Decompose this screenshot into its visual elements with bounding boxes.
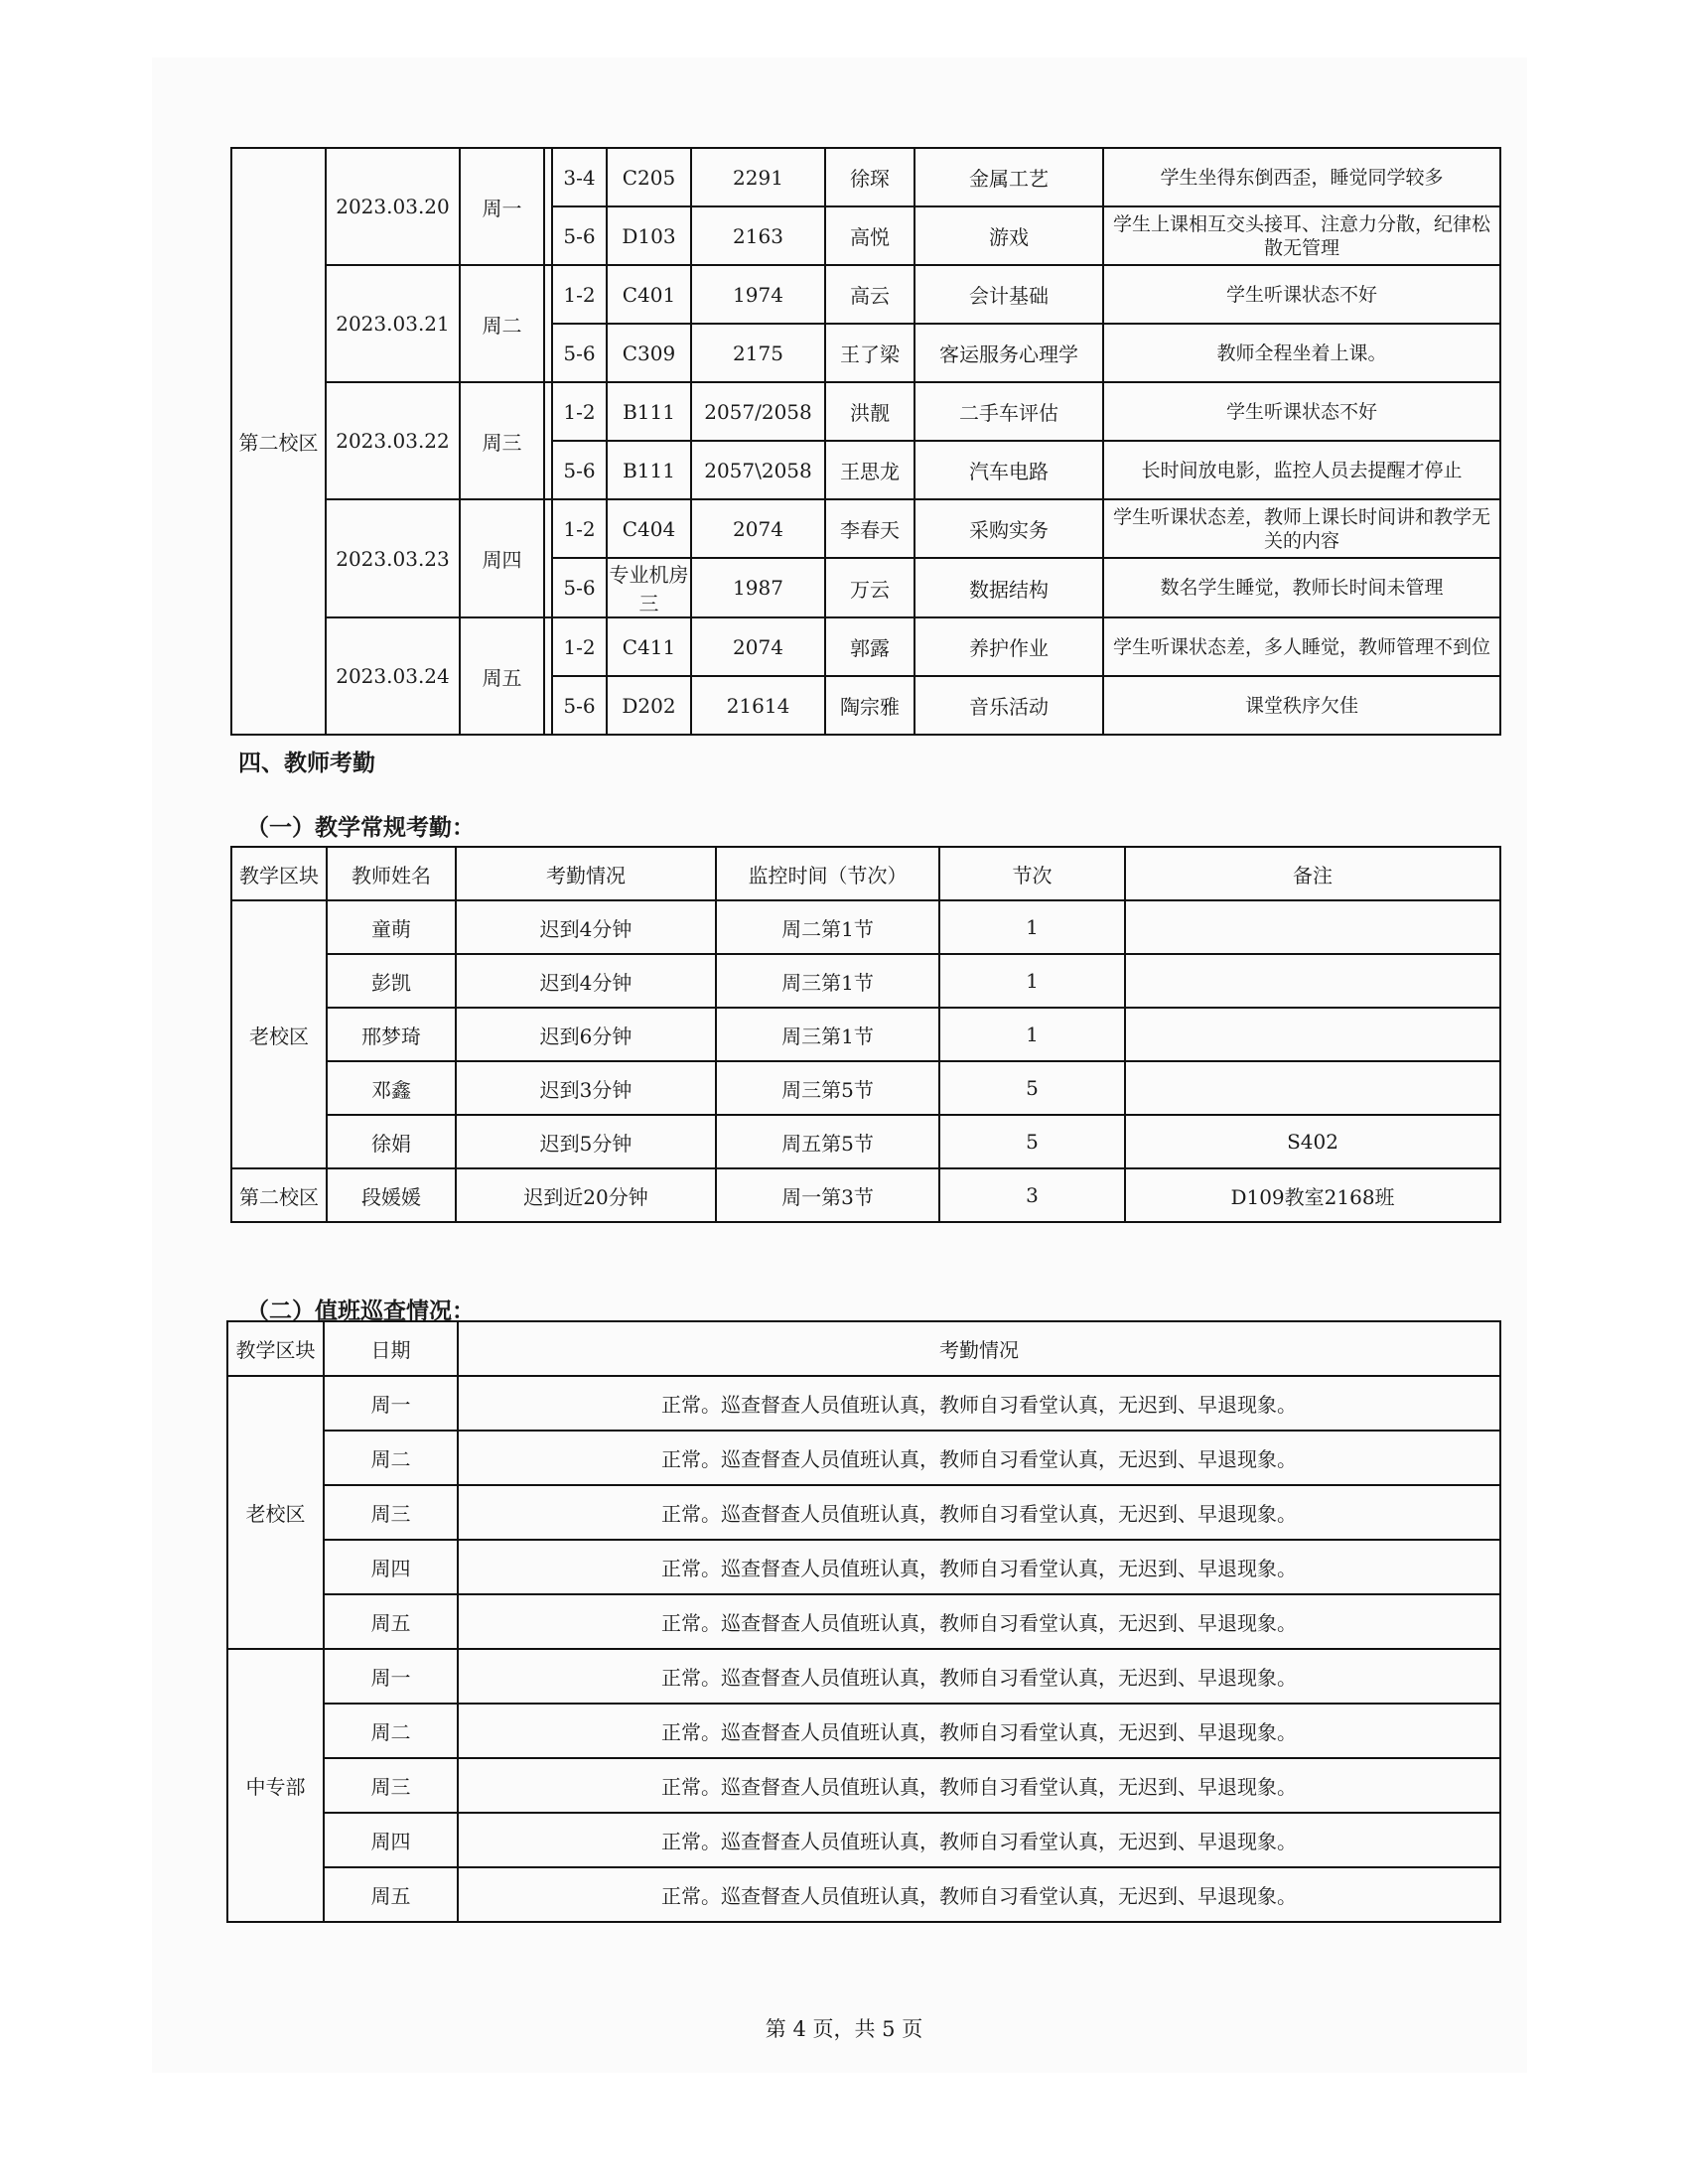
period-cell: 5-6 [552,441,607,499]
day-cell: 周一 [324,1376,458,1431]
spacer-cell [544,148,552,265]
spacer-cell [544,382,552,499]
room-cell: 专业机房三 [607,558,691,617]
course-cell: 游戏 [914,206,1103,265]
period-cell: 1-2 [552,499,607,558]
teacher-cell: 陶宗雅 [825,676,914,735]
class-cell: 2057\2058 [691,441,825,499]
header-row [231,847,1500,900]
teacher-name-cell: 童萌 [327,900,456,954]
column-header: 教师姓名 [327,847,456,900]
period-cell: 5 [939,1115,1125,1168]
routine-attendance-title: （一）教学常规考勤： [246,814,475,841]
duty-row [227,1594,1500,1649]
remark-cell: 学生听课状态不好 [1103,382,1500,441]
page-footer: 第 4 页，共 5 页 [765,2017,923,2041]
note-cell: D109教室2168班 [1125,1168,1500,1222]
weekday-cell: 周一 [460,148,544,265]
duty-status-cell: 正常。巡查督查人员值班认真，教师自习看堂认真，无迟到、早退现象。 [458,1649,1500,1704]
period-cell: 3 [939,1168,1125,1222]
course-cell: 客运服务心理学 [914,324,1103,382]
weekday-cell: 周四 [460,499,544,617]
duty-status-cell: 正常。巡查督查人员值班认真，教师自习看堂认真，无迟到、早退现象。 [458,1813,1500,1867]
duty-status-cell: 正常。巡查督查人员值班认真，教师自习看堂认真，无迟到、早退现象。 [458,1431,1500,1485]
day-cell: 周二 [324,1704,458,1758]
column-header: 监控时间（节次） [716,847,939,900]
day-cell: 周四 [324,1540,458,1594]
block-cell: 第二校区 [231,1168,327,1222]
teacher-cell: 洪靓 [825,382,914,441]
inspection-row [231,265,1500,324]
block-cell: 中专部 [227,1649,324,1922]
room-cell: C411 [607,617,691,676]
spacer-cell [544,617,552,735]
room-cell: C205 [607,148,691,206]
weekday-cell: 周二 [460,265,544,382]
remark-cell: 数名学生睡觉，教师长时间未管理 [1103,558,1500,617]
duty-row [227,1649,1500,1704]
remark-cell: 课堂秩序欠佳 [1103,676,1500,735]
class-cell: 1987 [691,558,825,617]
section-4-title: 四、教师考勤 [238,750,375,776]
teacher-name-cell: 段媛媛 [327,1168,456,1222]
teacher-cell: 高云 [825,265,914,324]
date-cell: 2023.03.22 [326,382,460,499]
date-cell: 2023.03.21 [326,265,460,382]
date-cell: 2023.03.23 [326,499,460,617]
date-cell: 2023.03.24 [326,617,460,735]
course-cell: 音乐活动 [914,676,1103,735]
duty-status-cell: 正常。巡查督查人员值班认真，教师自习看堂认真，无迟到、早退现象。 [458,1758,1500,1813]
duty-patrol-title: （二）值班巡查情况： [246,1297,475,1324]
inspection-table [230,147,1501,736]
inspection-table-body [231,148,1500,735]
teacher-cell: 徐琛 [825,148,914,206]
attendance-status-cell: 迟到4分钟 [456,900,716,954]
period-cell: 1-2 [552,265,607,324]
column-header: 教学区块 [227,1321,324,1376]
note-cell [1125,954,1500,1008]
duty-row [227,1758,1500,1813]
teacher-name-cell: 彭凯 [327,954,456,1008]
attendance-status-cell: 迟到5分钟 [456,1115,716,1168]
course-cell: 数据结构 [914,558,1103,617]
teacher-cell: 万云 [825,558,914,617]
duty-status-cell: 正常。巡查督查人员值班认真，教师自习看堂认真，无迟到、早退现象。 [458,1867,1500,1922]
period-cell: 1 [939,1008,1125,1061]
duty-row [227,1431,1500,1485]
header-row [227,1321,1500,1376]
remark-cell: 学生坐得东倒西歪，睡觉同学较多 [1103,148,1500,206]
note-cell [1125,1061,1500,1115]
teacher-name-cell: 邓鑫 [327,1061,456,1115]
duty-row [227,1704,1500,1758]
course-cell: 二手车评估 [914,382,1103,441]
note-cell [1125,900,1500,954]
day-cell: 周三 [324,1758,458,1813]
period-cell: 5-6 [552,206,607,265]
column-header: 考勤情况 [456,847,716,900]
monitor-time-cell: 周三第1节 [716,1008,939,1061]
campus-cell: 第二校区 [231,148,326,735]
class-cell: 1974 [691,265,825,324]
class-cell: 2074 [691,617,825,676]
attendance-status-cell: 迟到6分钟 [456,1008,716,1061]
room-cell: B111 [607,382,691,441]
duty-row [227,1540,1500,1594]
column-header: 教学区块 [231,847,327,900]
day-cell: 周四 [324,1813,458,1867]
course-cell: 养护作业 [914,617,1103,676]
inspection-row [231,148,1500,206]
monitor-time-cell: 周一第3节 [716,1168,939,1222]
period-cell: 5 [939,1061,1125,1115]
attendance-row [231,1008,1500,1061]
spacer-cell [544,499,552,617]
attendance-row [231,900,1500,954]
day-cell: 周五 [324,1867,458,1922]
note-cell [1125,1008,1500,1061]
duty-row [227,1867,1500,1922]
column-header: 考勤情况 [458,1321,1500,1376]
room-cell: C404 [607,499,691,558]
teacher-cell: 高悦 [825,206,914,265]
room-cell: D103 [607,206,691,265]
course-cell: 金属工艺 [914,148,1103,206]
remark-cell: 长时间放电影，监控人员去提醒才停止 [1103,441,1500,499]
room-cell: C401 [607,265,691,324]
room-cell: B111 [607,441,691,499]
duty-row [227,1485,1500,1540]
column-header: 日期 [324,1321,458,1376]
weekday-cell: 周五 [460,617,544,735]
attendance-row [231,954,1500,1008]
period-cell: 5-6 [552,558,607,617]
inspection-row [231,617,1500,676]
duty-status-cell: 正常。巡查督查人员值班认真，教师自习看堂认真，无迟到、早退现象。 [458,1485,1500,1540]
attendance-row [231,1061,1500,1115]
day-cell: 周五 [324,1594,458,1649]
remark-cell: 学生听课状态差，教师上课长时间讲和教学无关的内容 [1103,499,1500,558]
duty-status-cell: 正常。巡查督查人员值班认真，教师自习看堂认真，无迟到、早退现象。 [458,1594,1500,1649]
duty-row [227,1813,1500,1867]
day-cell: 周二 [324,1431,458,1485]
attendance-row [231,1168,1500,1222]
teacher-cell: 郭露 [825,617,914,676]
remark-cell: 学生听课状态不好 [1103,265,1500,324]
class-cell: 2074 [691,499,825,558]
period-cell: 5-6 [552,676,607,735]
routine-attendance-table [230,846,1501,1223]
inspection-row [231,499,1500,558]
class-cell: 2291 [691,148,825,206]
attendance-row [231,1115,1500,1168]
duty-status-cell: 正常。巡查督查人员值班认真，教师自习看堂认真，无迟到、早退现象。 [458,1540,1500,1594]
duty-status-cell: 正常。巡查督查人员值班认真，教师自习看堂认真，无迟到、早退现象。 [458,1376,1500,1431]
period-cell: 1 [939,954,1125,1008]
room-cell: C309 [607,324,691,382]
day-cell: 周三 [324,1485,458,1540]
duty-row [227,1376,1500,1431]
period-cell: 1 [939,900,1125,954]
remark-cell: 教师全程坐着上课。 [1103,324,1500,382]
period-cell: 1-2 [552,617,607,676]
monitor-time-cell: 周三第5节 [716,1061,939,1115]
course-cell: 会计基础 [914,265,1103,324]
monitor-time-cell: 周五第5节 [716,1115,939,1168]
monitor-time-cell: 周二第1节 [716,900,939,954]
period-cell: 1-2 [552,382,607,441]
teacher-name-cell: 邢梦琦 [327,1008,456,1061]
duty-patrol-body [227,1321,1500,1922]
block-cell: 老校区 [227,1376,324,1649]
inspection-row [231,382,1500,441]
room-cell: D202 [607,676,691,735]
period-cell: 5-6 [552,324,607,382]
course-cell: 采购实务 [914,499,1103,558]
class-cell: 2163 [691,206,825,265]
course-cell: 汽车电路 [914,441,1103,499]
class-cell: 2057/2058 [691,382,825,441]
teacher-cell: 李春天 [825,499,914,558]
date-cell: 2023.03.20 [326,148,460,265]
attendance-status-cell: 迟到近20分钟 [456,1168,716,1222]
block-cell: 老校区 [231,900,327,1168]
note-cell: S402 [1125,1115,1500,1168]
monitor-time-cell: 周三第1节 [716,954,939,1008]
routine-attendance-body [231,847,1500,1222]
attendance-status-cell: 迟到4分钟 [456,954,716,1008]
weekday-cell: 周三 [460,382,544,499]
column-header: 节次 [939,847,1125,900]
period-cell: 3-4 [552,148,607,206]
teacher-cell: 王思龙 [825,441,914,499]
attendance-status-cell: 迟到3分钟 [456,1061,716,1115]
teacher-name-cell: 徐娟 [327,1115,456,1168]
remark-cell: 学生上课相互交头接耳、注意力分散，纪律松散无管理 [1103,206,1500,265]
teacher-cell: 王了梁 [825,324,914,382]
class-cell: 21614 [691,676,825,735]
spacer-cell [544,265,552,382]
column-header: 备注 [1125,847,1500,900]
day-cell: 周一 [324,1649,458,1704]
duty-status-cell: 正常。巡查督查人员值班认真，教师自习看堂认真，无迟到、早退现象。 [458,1704,1500,1758]
class-cell: 2175 [691,324,825,382]
duty-patrol-table [226,1320,1501,1923]
remark-cell: 学生听课状态差，多人睡觉，教师管理不到位 [1103,617,1500,676]
